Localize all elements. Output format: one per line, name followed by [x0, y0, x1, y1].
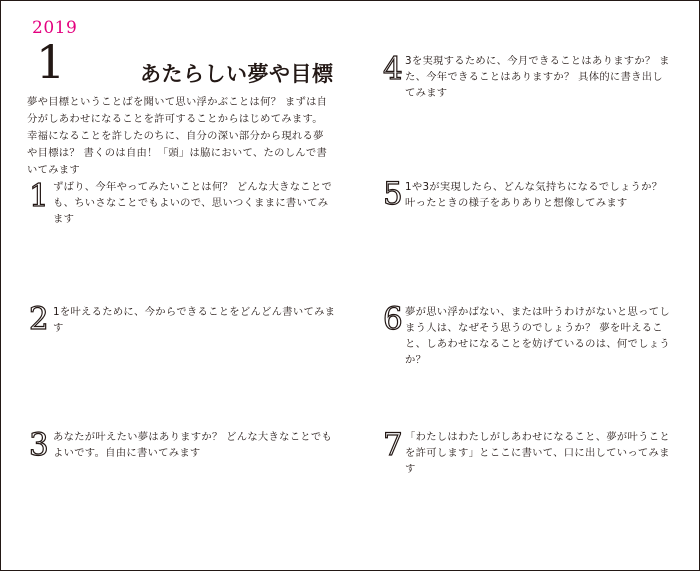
question-2-text: 1を叶えるために、今からできることをどんどん書いてみます — [53, 306, 336, 334]
question-4-text: 3を実現するために、今月できることはありますか？ また、今年できることはありますか？ 具体的に書き出してみます — [405, 55, 670, 99]
page-title: あたらしい夢や目標 — [140, 62, 334, 86]
question-1-text: ずばり、今年やってみたいことは何？ どんな大きなことでも、ちいさなことでもよいので、思いつくままに書いてみます — [53, 181, 333, 225]
question-1-number: 1 — [29, 178, 49, 214]
question-6-number: 6 — [383, 301, 403, 337]
question-3-text: あなたが叶えたい夢はありますか？ どんな大きなことでもよいです。自由に書いてみます — [53, 431, 333, 459]
question-5-text: 1や3が実現したら、どんな気持ちになるでしょうか？ 叶ったときの様子をありありと想像してみます — [405, 181, 663, 209]
question-5-number: 5 — [383, 176, 403, 212]
question-6-text: 夢が思い浮かばない、または叶うわけがないと思ってしまう人は、なぜそう思うのでしょうか？ 夢を叶えること、しあわせになることを妨げているのは、何でしょうか？ — [405, 306, 670, 366]
question-3-number: 3 — [29, 427, 49, 463]
intro-text: 夢や目標ということばを聞いて思い浮かぶことは何？ まずは自分がしあわせになることを許可することからはじめてみます。幸福になることを許したのちに、自分の深い部分から現れる夢や目標は？ 書くのは自由！「頭」は脇において、たのしんで書いてみます — [27, 96, 328, 176]
year-label: 2019 — [32, 18, 78, 38]
question-4-number: 4 — [383, 51, 403, 87]
question-7-text: 「わたしはわたしがしあわせになること、夢が叶うことを許可します」とここに書いて、口に出していってみます — [405, 431, 670, 475]
month-number: 1 — [36, 35, 66, 89]
question-2-number: 2 — [29, 301, 49, 337]
question-7-number: 7 — [383, 427, 403, 463]
